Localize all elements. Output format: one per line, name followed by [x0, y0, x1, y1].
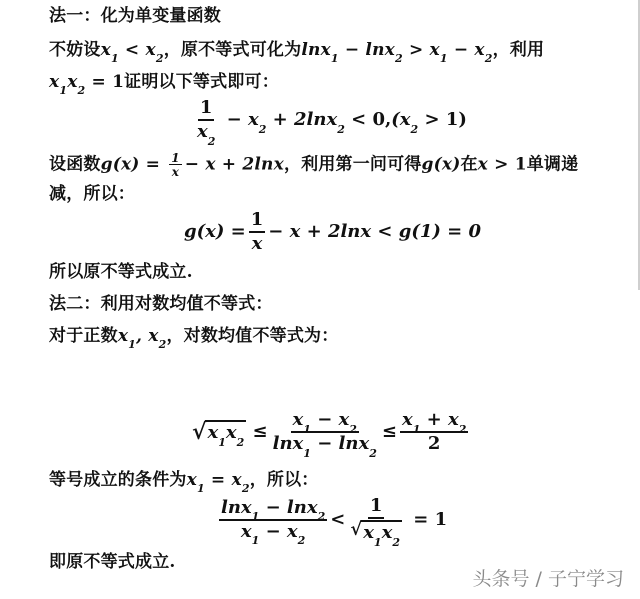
formula2-denominator: x	[251, 233, 263, 254]
proof-goal-text: 证明以下等式即可：	[124, 72, 279, 92]
formula-4	[216, 495, 448, 549]
method1-heading-text: 法一：化为单变量函数	[49, 6, 221, 26]
method1-conclusion	[49, 262, 193, 282]
math-gx-def: g(x) =	[100, 154, 167, 175]
formula4-eq-1: = 1	[406, 508, 448, 530]
method1-conclusion-text: 所以原不等式成立.	[49, 262, 193, 282]
formula1-denominator: $x_2$	[197, 121, 216, 148]
math-gx-rest: − x + 2lnx	[184, 154, 284, 175]
assumption-suffix: ，利用	[492, 40, 545, 60]
formula4-left-fraction: $\frac{\ln x_1 - \ln x_2}{x_1 - x_2}$	[221, 496, 326, 548]
assumption-prefix: 不妨设	[49, 40, 101, 60]
method2-intro-line	[49, 326, 339, 352]
formula-log-mean-inequality	[192, 409, 471, 460]
decrease-text: 减，所以：	[49, 184, 135, 204]
formula1-rest: − $x_2 + 2\ln x_2 < 0,(x_2 > 1)$	[220, 109, 467, 136]
method2-equality-line	[49, 470, 319, 496]
method1-function-line	[49, 152, 578, 178]
method2-intro-suffix: ，对数均值不等式为：	[166, 326, 339, 346]
watermark: 头条号 / 子宁学习	[472, 568, 624, 590]
math-inequality-ln: $\ln x_1 - \ln x_2 > x_1 - x_2$	[301, 40, 493, 66]
sqrt-icon: √	[192, 419, 207, 445]
formula4-right-fraction: 1 √ $x_1x_2$	[350, 495, 400, 549]
equality-prefix: 等号成立的条件为	[49, 470, 187, 490]
formula2-left: g(x) =	[184, 221, 246, 242]
formula-1	[192, 97, 467, 148]
formula2-right: − x + 2lnx < g(1) = 0	[268, 221, 482, 242]
function-mid: ，利用第一问可得	[283, 154, 422, 175]
formula1-fraction	[195, 97, 217, 148]
math-x1-lt-x2: $x_1 < x_2$	[100, 40, 164, 66]
method1-assumption-line	[49, 40, 545, 66]
math-x1x2-eq-1: $x_1x_2 = 1$	[49, 72, 125, 98]
equality-suffix: ，所以：	[249, 470, 319, 490]
method2-heading	[49, 294, 273, 314]
function-mid2: 在	[460, 154, 478, 175]
method1-decrease-line	[49, 184, 135, 204]
method1-proof-goal-line	[49, 72, 279, 98]
inline-fraction-1-over-x: $\frac{1}{x}$	[171, 151, 180, 179]
math-gx: g(x)	[421, 154, 461, 175]
function-prefix: 设函数	[49, 154, 101, 175]
formula2-numerator: 1	[249, 210, 266, 233]
formula3-leq-2: ≤	[381, 421, 397, 442]
formula1-numerator: 1	[198, 98, 215, 121]
method2-conclusion	[49, 552, 176, 572]
method1-heading	[49, 6, 221, 26]
formula3-sqrt: √ $x_1x_2$	[192, 419, 245, 449]
math-x1-eq-x2: $x_1 = x_2$	[186, 470, 250, 496]
method2-conclusion-text: 即原不等式成立.	[49, 552, 176, 572]
math-x-gt-1: x > 1	[477, 154, 527, 175]
formula3-leq-1: ≤	[246, 421, 268, 442]
formula4-lt: <	[330, 508, 346, 530]
formula3-right-fraction: $\frac{x_1 + x_2}{2}$	[401, 409, 467, 454]
formula2-fraction	[249, 210, 266, 254]
method2-heading-text: 法二：利用对数均值不等式：	[49, 294, 273, 314]
method2-intro-prefix: 对于正数	[49, 326, 118, 346]
assumption-mid: ，原不等式可化为	[163, 40, 302, 60]
formula3-middle-fraction: $\frac{x_1 - x_2}{\ln x_1 - \ln x_2}$	[272, 409, 377, 460]
math-x1-x2: $x_1$, $x_2$	[117, 326, 167, 352]
formula-2	[184, 210, 481, 254]
function-suffix: 单调递	[526, 154, 579, 175]
